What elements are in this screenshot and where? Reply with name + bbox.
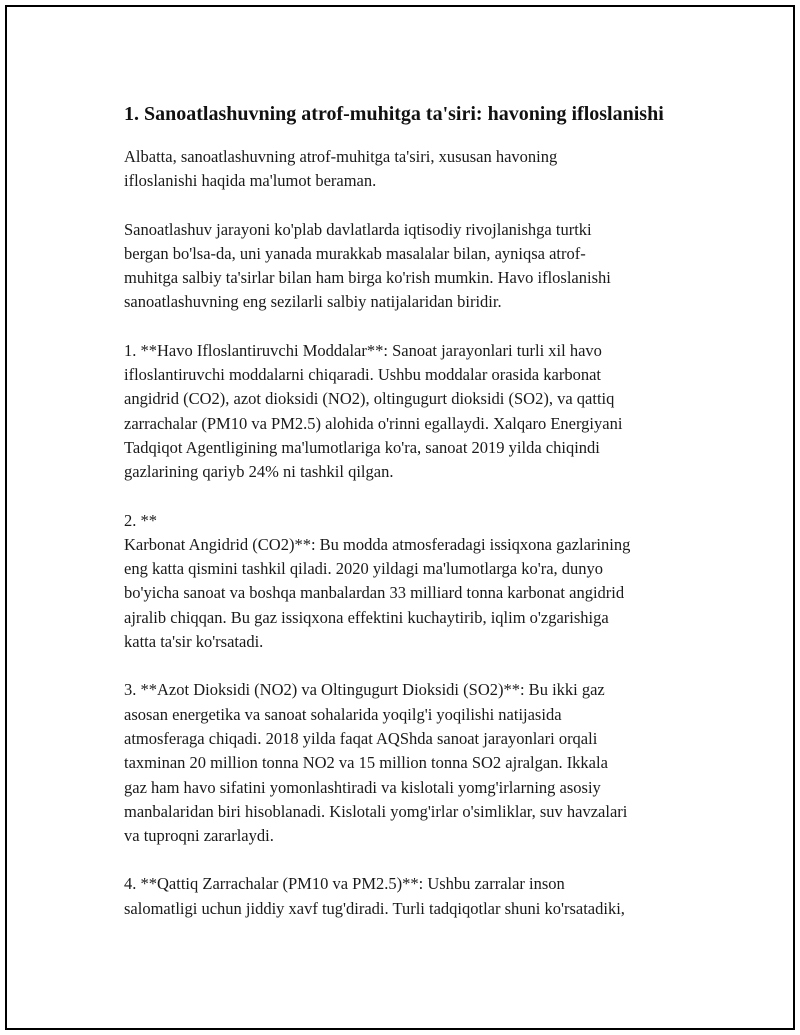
paragraph-item-2: 2. ** Karbonat Angidrid (CO2)**: Bu modda atmosferadagi issiqxona gazlarining eng katta qismini tashkil qiladi. 2020 yildagi ma'lumotlarga ko'ra, dunyo bo'yicha sanoat va boshqa manbalardan 33 milliard tonna karbonat angidrid ajralib chiqqan. Bu gaz issiqxona effektini kuchaytirib, iqlim o'zgarishiga katta ta'sir ko'rsatadi. — [124, 510, 631, 652]
document-title: 1. Sanoatlashuvning atrof-muhitga ta'siri: havoning ifloslanishi — [124, 103, 664, 125]
paragraph-item-1: 1. **Havo Ifloslantiruvchi Moddalar**: Sanoat jarayonlari turli xil havo ifloslantiruvchi moddalarni chiqaradi. Ushbu moddalar orasida karbonat angidrid (CO2), azot dioksidi (NO2), oltingugurt dioksidi (SO2), va qattiq zarrachalar (PM10 va PM2.5) alohida o'rinni egallaydi. Xalqaro Energiyani Tadqiqot Agentligining ma'lumotlariga ko'ra, sanoat 2019 yilda chiqindi gazlarining qariyb 24% ni tashkil qilgan. — [124, 340, 623, 482]
document-body — [124, 100, 704, 945]
paragraph-item-3: 3. **Azot Dioksidi (NO2) va Oltingugurt Dioksidi (SO2)**: Bu ikki gaz asosan energetika va sanoat sohalarida yoqilg'i yoqilishi natijasida atmosferaga chiqadi. 2018 yilda faqat AQShda sanoat jarayonlari orqali taxminan 20 million tonna NO2 va 15 million tonna SO2 ajralgan. Ikkala gaz ham havo sifatini yomonlashtiradi va kislotali yomg'irlarning asosiy manbalaridan biri hisoblanadi. Kislotali yomg'irlar o'simliklar, suv havzalari va tuproqni zararlaydi. — [124, 680, 628, 846]
paragraph-item-4: 4. **Qattiq Zarrachalar (PM10 va PM2.5)**: Ushbu zarralar inson salomatligi uchun jiddiy xavf tug'diradi. Turli tadqiqotlar shuni ko'rsatadiki, — [124, 874, 625, 918]
paragraph-overview: Sanoatlashuv jarayoni ko'plab davlatlarda iqtisodiy rivojlanishga turtki bergan bo'lsa-da, uni yanada murakkab masalalar bilan, ayniqsa atrof- muhitga salbiy ta'sirlar bilan ham birga ko'rish mumkin. Havo ifloslanishi sanoatlashuvning eng sezilarli salbiy natijalaridan biridir. — [124, 219, 611, 312]
page-frame — [5, 5, 795, 1030]
paragraph-intro: Albatta, sanoatlashuvning atrof-muhitga ta'siri, xususan havoning ifloslanishi haqida ma'lumot beraman. — [124, 147, 558, 191]
